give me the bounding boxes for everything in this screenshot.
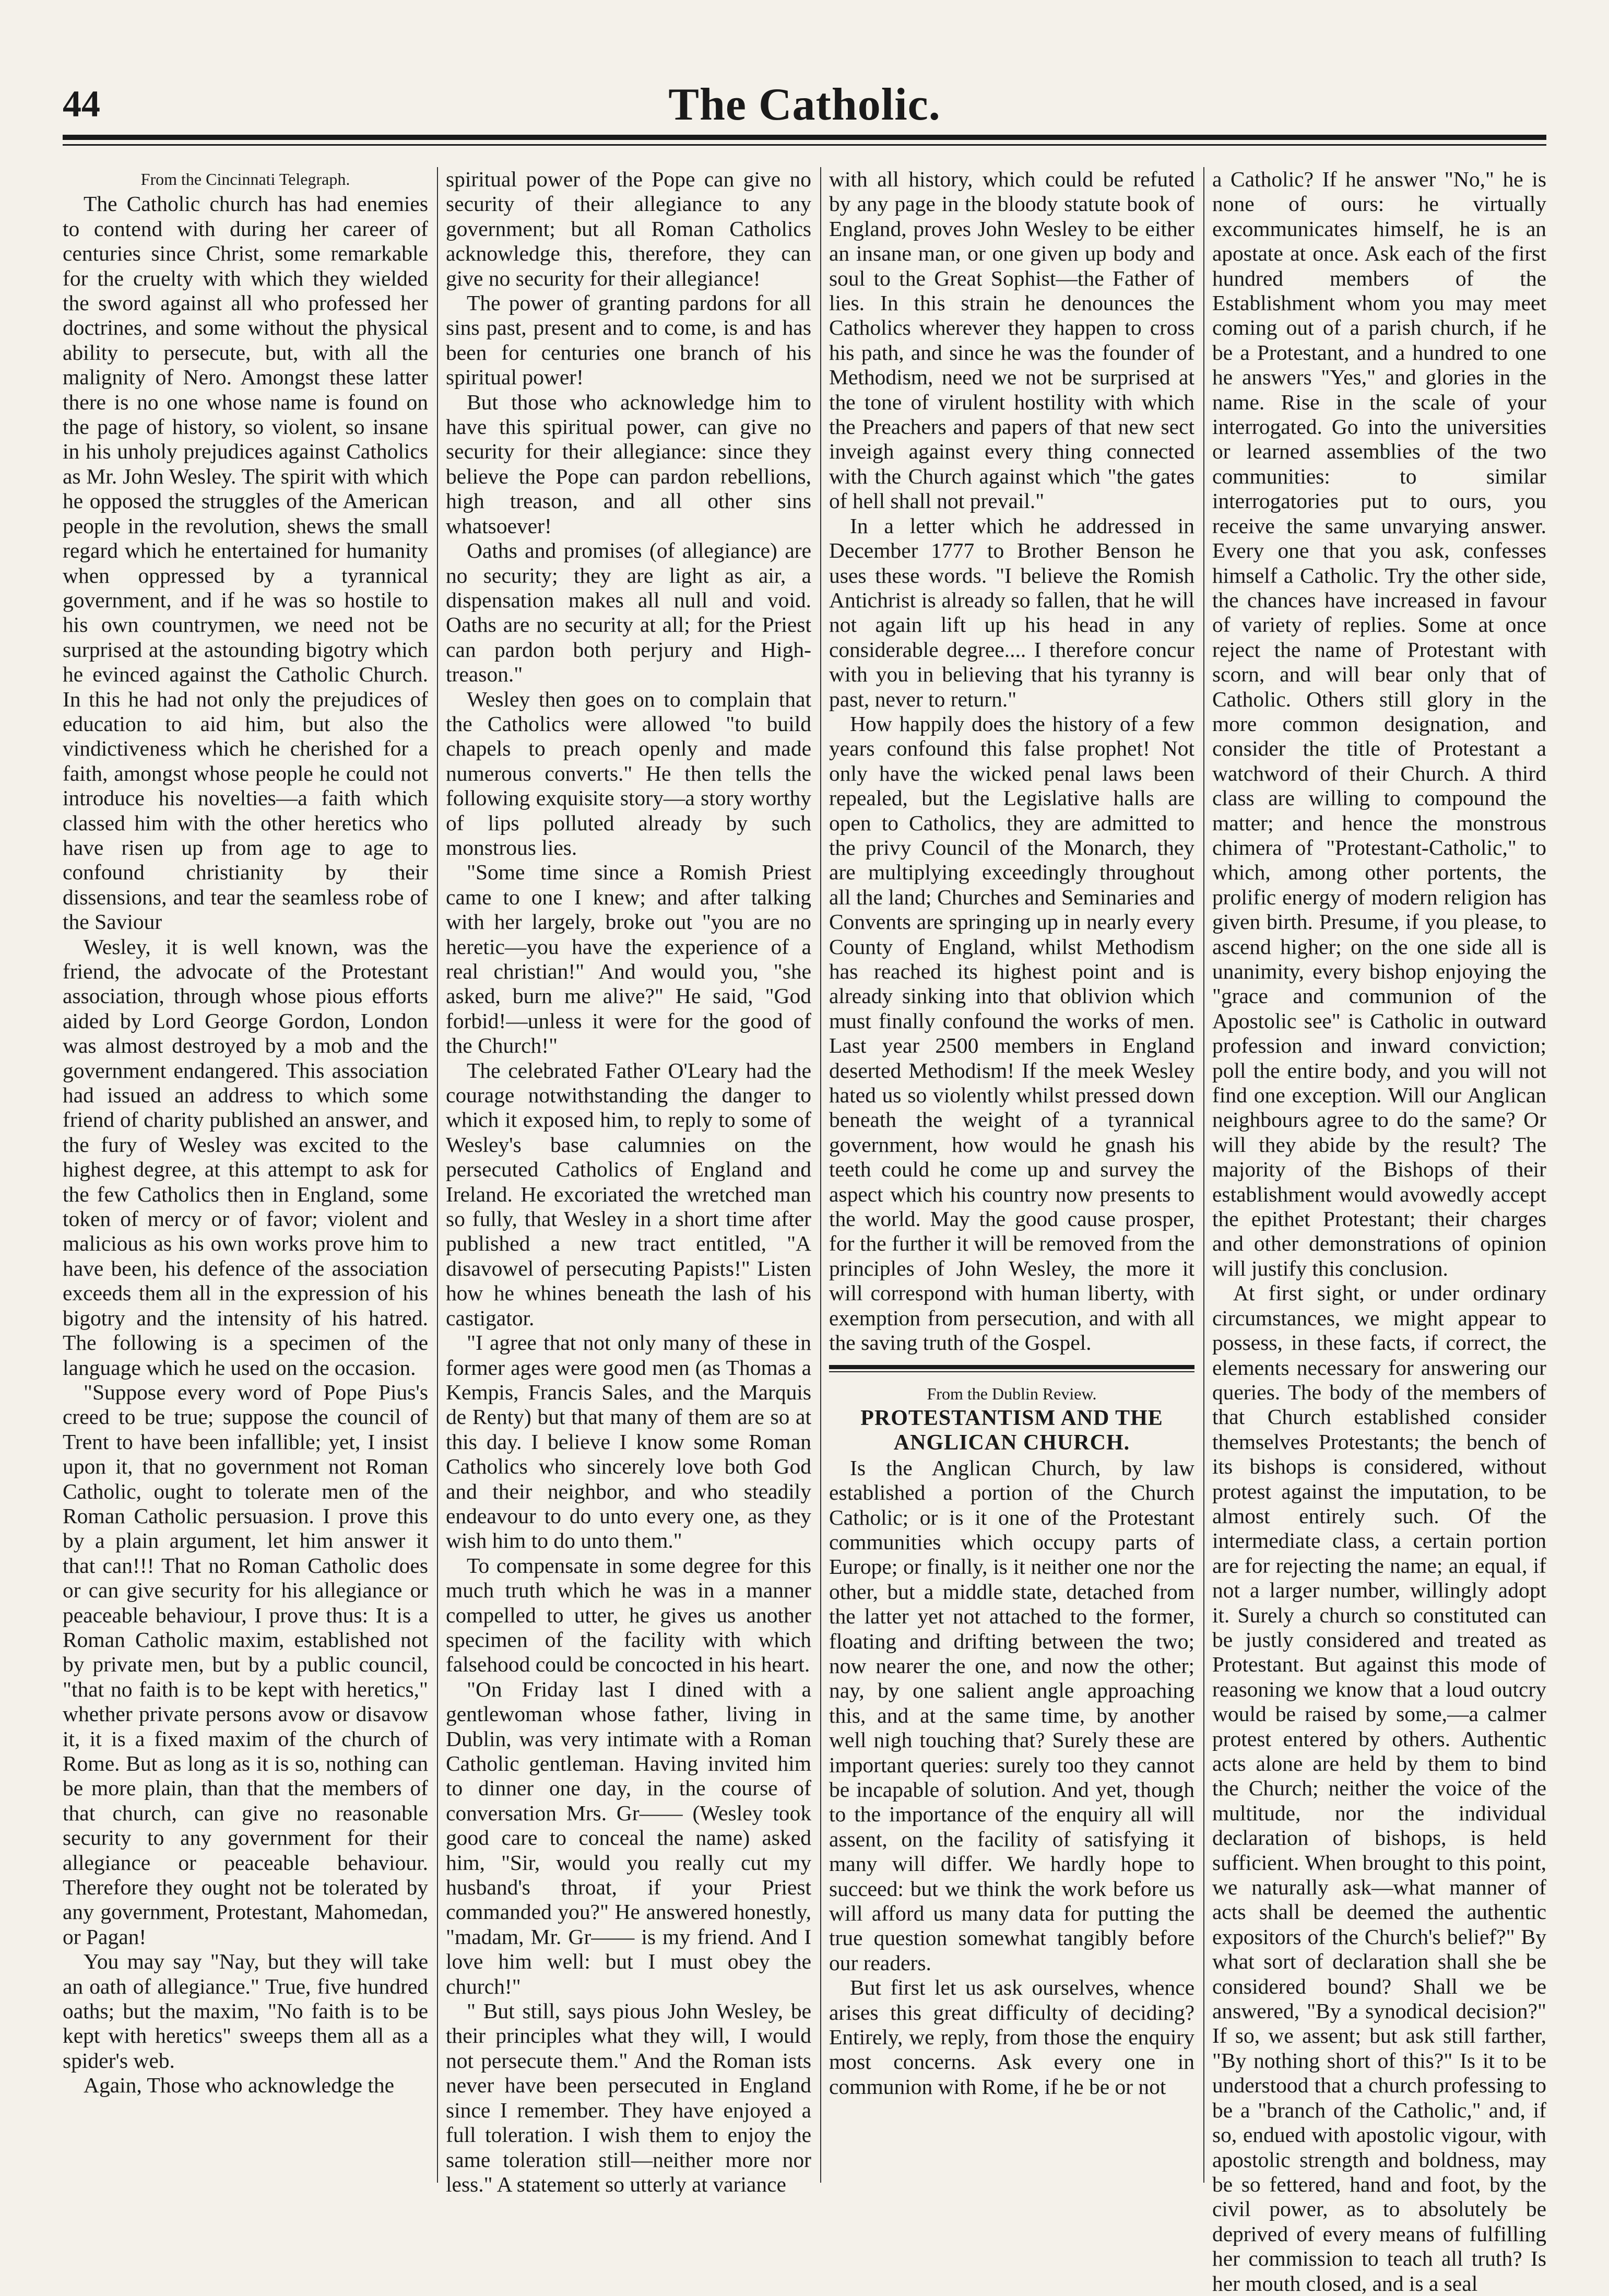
column-divider [437,167,438,2183]
paragraph: At first sight, or under ordinary circumstances, we might appear to possess, in these facts, if correct, the elements necessary for answering our queries. The body of the members of that Church established consider themselves Protestants; the bench of its bishops is considered, without protest against the imputation, to be almost entirely such. Of the intermediate class, a certain portion are for rejecting the name; an equal, if not a larger number, willingly adopt it. Surely a church so constituted can be justly considered and treated as Protestant. But against this mode of reasoning we know that a loud outcry would be raised by some,—a calmer protest entered by others. Authentic acts alone are held by them to bind the Church; neither the voice of the multitude, nor the individual declaration of bishops, is held sufficient. When brought to this point, we naturally ask—what manner of acts shall be deemed the authentic expositors of the Church's belief?" By what sort of declaration shall she be considered bound? Shall we be answered, "By a synodical decision?" If so, we assent; but ask still farther, "By nothing short of this?" Is it to be understood that a church professing to be a "branch of the Catholic," and, if so, endued with apostolic vigour, with apostolic strength and boldness, may be so fettered, hand and foot, by the civil power, as to absolutely be deprived of every means of fulfilling her commission to teach all truth? Is her mouth closed, and is a seal [1212,1281,1546,2295]
paragraph: Again, Those who acknowledge the [84,2073,395,2098]
section-rule [829,1365,1194,1369]
paragraph: The power of granting pardons for all sins past, present and to come, is and has been for centuries one branch of his spiritual power! [446,291,811,390]
paragraph: The celebrated Father O'Leary had the courage notwithstanding the danger to which it exposed him, to reply to some of Wesley's base calumnies on the persecuted Catholics of England and Ireland. He excoriated the wretched man so fully, that Wesley in a short time after published a new tract entitled, "A disavowel of persecuting Papists!" Listen how he whines beneath the lash of his castigator. [446,1058,811,1330]
column-3 [829,167,1194,2183]
article-source: From the Cincinnati Telegraph. [140,170,350,189]
paragraph: "Some time since a Romish Priest came to one I knew; and after talking with her largely, broke out "you are no heretic—you have the experience of a real christian!" And would you, "she asked, burn me alive?" He said, "God forbid!—unless it were for the good of the Church!" [446,860,811,1058]
column-divider [820,167,821,2183]
paragraph: " But still, says pious John Wesley, be their principles what they will, I would not persecute them." And the Roman ists never have been persecuted in England since I remember. They have enjoyed a full toleration. I wish them to enjoy the same toleration still—neither more nor less." A statement so utterly at variance [446,1999,811,2196]
paragraph: Wesley, it is well known, was the friend, the advocate of the Protestant association, through whose pious efforts aided by Lord George Gordon, London was almost destroyed by a mob and the government endangered. This association had issued an address to which some friend of charity published an answer, and the fury of Wesley was excited to the highest degree, at this attempt to ask for the few Catholics then in England, some token of mercy or of favor; violent and malicious as his own works prove him to have been, his defence of the association exceeds them all in the expression of his bigotry and the intensity of his hatred. The following is a specimen of the language which he used on the occasion. [63,934,428,1380]
paragraph: "I agree that not only many of these in former ages were good men (as Thomas a Kempis, Francis Sales, and the Marquis de Renty) but that many of them are so at this day. I believe I know some Roman Catholics who sincerely love both God and their neighbor, and who steadily endeavour to do unto every one, as they wish him to do unto them." [446,1330,811,1553]
column-2 [446,167,811,2196]
paragraph: Wesley then goes on to complain that the Catholics were allowed "to build chapels to preach openly and made numerous converts." He then tells the following exquisite story—a story worthy of lips polluted already by such monstrous lies. [446,687,811,859]
column-divider [1203,167,1204,2183]
page-header [63,78,1546,141]
paragraph: But those who acknowledge him to have this spiritual power, can give no security for their allegiance: since they believe the Pope can pardon rebellions, high treason, and all other sins whatsoever! [446,390,811,538]
column-1 [63,167,428,2183]
paragraph: Is the Anglican Church, by law established a portion of the Church Catholic; or is it one of the Protestant communities which occupy parts of Europe; or finally, is it neither one nor the other, but a middle state, detached from the latter yet not attached to the former, floating and drifting between the two; now nearer the one, and now the other; nay, by one salient angle approaching this, and at the same time, by another well nigh touching that? Surely these are important queries: surely too they cannot be incapable of solution. And yet, though to the importance of the enquiry all will assent, on the facility of satisfying it many will differ. We hardly hope to succeed: but we think the work before us will afford us many data for putting the true question somewhat tangibly before our readers. [829,1455,1194,1975]
page-number: 44 [63,83,100,125]
paragraph: "On Friday last I dined with a gentlewoman whose father, living in Dublin, was very intimate with a Roman Catholic gentleman. Having invited him to dinner one day, in the course of conversation Mrs. Gr—— (Wesley took good care to conceal the name) asked him, "Sir, would you really cut my husband's throat, if your Priest commanded you?" He answered honestly, "madam, Mr. Gr—— is my friend. And I love him well: but I must obey the church!" [446,1677,811,1998]
paragraph: "Suppose every word of Pope Pius's creed to be true; suppose the council of Trent to have been infallible; yet, I insist upon it, that no government not Roman Catholic, ought to tolerate men of the Roman Catholic persuasion. I prove this by a plain argument, let him answer it that can!!! That no Roman Catholic does or can give security for his allegiance or peaceable behaviour, I prove thus: It is a Roman Catholic maxim, established not by private men, but by a public council, "that no faith is to be kept with heretics," whether private persons avow or disavow it, it is a fixed maxim of the church of Rome. But as long as it is so, nothing can be more plain, than that the members of that church, can give no reasonable security to any government for their allegiance or peaceable behaviour. Therefore they ought not be tolerated by any government, Protestant, Mahomedan, or Pagan! [63,1380,428,1949]
paragraph: spiritual power of the Pope can give no security of their allegiance to any government; but all Roman Catholics acknowledge this, therefore, they can give no security for their allegiance! [446,167,811,290]
paragraph: To compensate in some degree for this much truth which he was in a manner compelled to utter, he gives us another specimen of the facility with which falsehood could be concocted in his heart. [446,1553,811,1677]
header-rule-thick [63,135,1546,140]
paragraph: How happily does the history of a few years confound this false prophet! Not only have the wicked penal laws been repealed, but the Legislative halls are open to Catholics, they are admitted to the privy Council of the Monarch, they are multiplying exceedingly throughout all the land; Churches and Seminaries and Convents are springing up in nearly every County of England, whilst Methodism has reached its highest point and is already sinking into that oblivion which must finally confound the works of men. Last year 2500 members in England deserted Methodism! If the meek Wesley hated us so violently whilst pressed down beneath the weight of a tyrannical government, how would he gnash his teeth could he come up and survey the aspect which his country now presents to the world. May the good cause prosper, for the further it will be removed from the principles of John Wesley, the more it will correspond with human liberty, with exemption from persecution, and with all the saving truth of the Gospel. [829,711,1194,1355]
page-title: The Catholic. [668,79,941,130]
article-source: From the Dublin Review. [927,1384,1097,1403]
column-4 [1212,167,1546,2295]
paragraph: The Catholic church has had enemies to contend with during her career of centuries since Christ, some remarkable for the cruelty with which they wielded the sword against all who professed her doctrines, and some without the physical ability to persecute, but, with all the malignity of Nero. Amongst these latter there is no one whose name is found on the page of history, so violent, so insane in his unholy prejudices against Catholics as Mr. John Wesley. The spirit with which he opposed the struggles of the American people in the revolution, shews the small regard which he entertained for humanity when oppressed by a tyrannical government, and if he was so hostile to his own countrymen, we need not be surprised at the astounding bigotry which he evinced against the Catholic Church. In this he had not only the prejudices of education to aid him, but also the vindictiveness which he cherished for a faith, amongst whose people he could not introduce his novelties—a faith which classed him with the other heretics who have risen up from age to age to confound christianity by their dissensions, and tear the seamless robe of the Saviour [63,192,428,934]
header-rule-thin [63,144,1546,146]
paragraph: Oaths and promises (of allegiance) are no security; they are light as air, a dispensation makes all null and void. Oaths are no security at all; for the Priest can pardon both perjury and High-treason." [446,538,811,687]
paragraph: a Catholic? If he answer "No," he is none of ours: he virtually excommunicates himself, he is an apostate at once. Ask each of the first hundred members of the Establishment whom you may meet coming out of a parish church, if he be a Protestant, and a hundred to one he answers "Yes," and glories in the name. Rise in the scale of your interrogated. Go into the universities or learned assemblies of the two communities: to similar interrogatories put to ours, you receive the same unvarying answer. Every one that you ask, confesses himself a Catholic. Try the other side, the chances have increased in favour of variety of replies. Some at once reject the name of Protestant with scorn, and will bear only that of Catholic. Others still glory in the more common designation, and consider the title of Protestant a watchword of their Church. A third class are willing to compound the matter; and hence the monstrous chimera of "Protestant-Catholic," to which, among other portents, the prolific energy of modern religion has given birth. Presume, if you please, to ascend higher; on the one side all is unanimity, every bishop enjoying the "grace and communion of the Apostolic see" is Catholic in outward profession and inward conviction; poll the entire body, and you will not find one exception. Will our Anglican neighbours agree to do the same? Or will they abide by the result? The majority of the Bishops of their establishment would avowedly accept the epithet Protestant; their charges and other demonstrations of opinion will justify this conclusion. [1212,167,1546,1280]
paragraph: You may say "Nay, but they will take an oath of allegiance." True, five hundred oaths; but the maxim, "No faith is to be kept with heretics" sweeps them all as a spider's web. [63,1949,428,2073]
paragraph: with all history, which could be refuted by any page in the bloody statute book of England, proves John Wesley to be either an insane man, or one given up body and soul to the Great Sophist—the Father of lies. In this strain he denounces the Catholics wherever they happen to cross his path, and since he was the founder of Methodism, need we not be surprised at the tone of virulent hostility with which the Preachers and papers of that new sect inveigh against every thing connected with the Church against which "the gates of hell shall not prevail." [829,167,1194,513]
paragraph: But first let us ask ourselves, whence arises this great difficulty of deciding? Entirely, we reply, from those the enquiry most concerns. Ask every one in communion with Rome, if he be or not [829,1975,1194,2099]
article-subheadline: ANGLICAN CHURCH. [893,1431,1130,1455]
article-headline: PROTESTANTISM AND THE [860,1406,1163,1430]
paragraph: In a letter which he addressed in December 1777 to Brother Benson he uses these words. "I believe the Romish Antichrist is already so fallen, that he will not again lift up his head in any considerable degree.... I therefore concur with you in believing that his tyranny is past, never to return." [829,513,1194,711]
section-rule [829,1371,1194,1372]
